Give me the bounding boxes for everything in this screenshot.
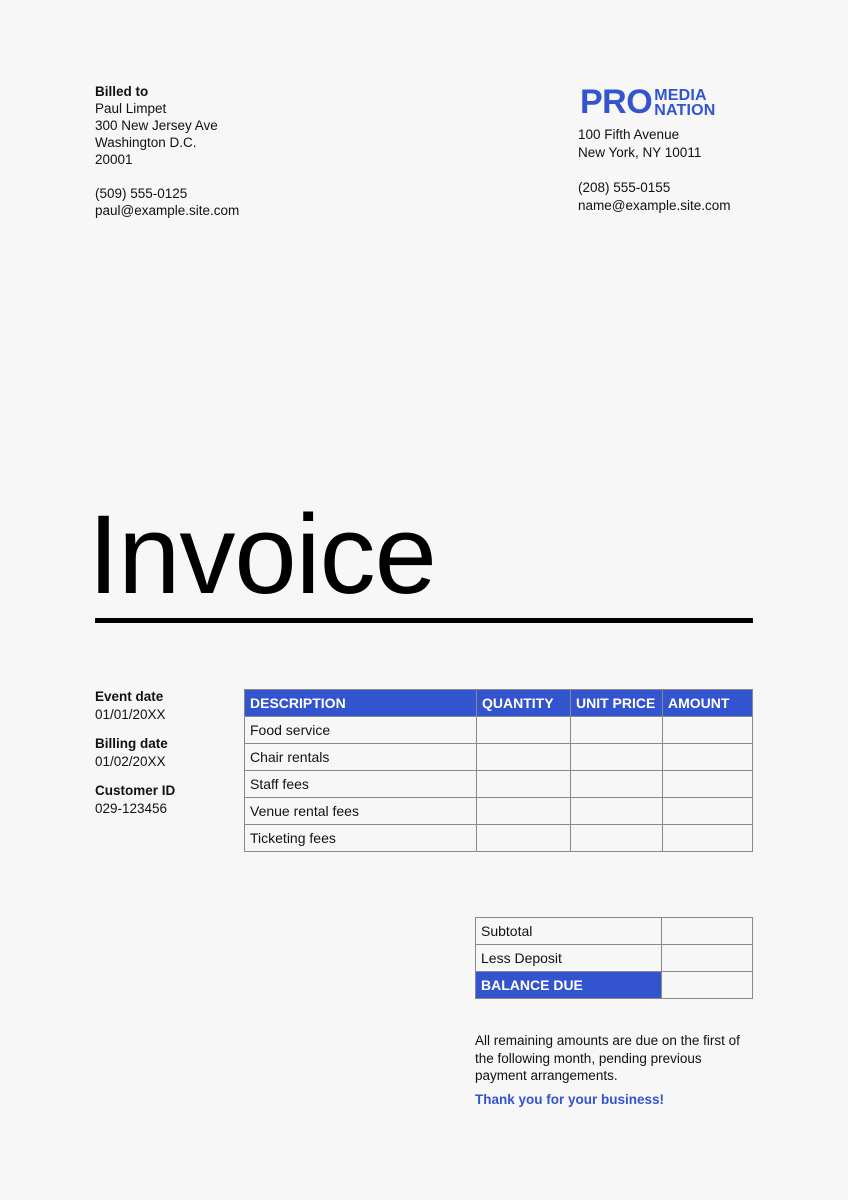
cell-quantity: [477, 744, 571, 771]
customer-id-label: Customer ID: [95, 783, 176, 798]
balance-due-value: [662, 972, 753, 999]
subtotal-row: [476, 918, 753, 945]
page-title: Invoice: [88, 492, 436, 617]
table-row: [245, 798, 753, 825]
deposit-value: [662, 945, 753, 972]
company-email: name@example.site.com: [578, 198, 731, 213]
subtotal-value: [662, 918, 753, 945]
cell-quantity: [477, 798, 571, 825]
logo-sub-text: [654, 88, 715, 118]
customer-id-value: 029-123456: [95, 801, 168, 816]
customer-id-block: [95, 782, 175, 818]
customer-zip: 20001: [95, 152, 133, 167]
totals-table: [475, 917, 753, 999]
deposit-label: Less Deposit: [476, 945, 662, 972]
table-header-row: [245, 690, 753, 717]
cell-description: Food service: [245, 717, 477, 744]
event-date-block: [95, 688, 175, 724]
balance-due-row: [476, 972, 753, 999]
event-date-label: Event date: [95, 689, 164, 704]
header-description: DESCRIPTION: [245, 690, 477, 717]
logo-main-text: PRO: [580, 83, 653, 121]
company-address-line1: 100 Fifth Avenue: [578, 127, 680, 142]
title-divider: [95, 618, 753, 623]
line-items-table: [244, 689, 753, 852]
cell-amount: [663, 717, 753, 744]
table-row: [245, 744, 753, 771]
event-date-value: 01/01/20XX: [95, 707, 166, 722]
company-block: [578, 83, 731, 215]
header-quantity: QUANTITY: [477, 690, 571, 717]
customer-email: paul@example.site.com: [95, 203, 240, 218]
cell-description: Chair rentals: [245, 744, 477, 771]
thank-you-message: Thank you for your business!: [475, 1092, 665, 1107]
balance-due-label: BALANCE DUE: [476, 972, 662, 999]
logo-line1: MEDIA: [654, 87, 707, 104]
cell-description: Ticketing fees: [245, 825, 477, 852]
cell-amount: [663, 825, 753, 852]
billed-to-label: Billed to: [95, 84, 149, 99]
company-address-line2: New York, NY 10011: [578, 145, 702, 160]
cell-amount: [663, 771, 753, 798]
cell-unit-price: [571, 771, 663, 798]
subtotal-label: Subtotal: [476, 918, 662, 945]
customer-name: Paul Limpet: [95, 101, 167, 116]
company-logo: [580, 83, 731, 121]
billing-date-value: 01/02/20XX: [95, 754, 166, 769]
cell-unit-price: [571, 798, 663, 825]
header-amount: AMOUNT: [663, 690, 753, 717]
cell-description: Venue rental fees: [245, 798, 477, 825]
table-row: [245, 771, 753, 798]
table-row: [245, 825, 753, 852]
cell-amount: [663, 798, 753, 825]
customer-address-line1: 300 New Jersey Ave: [95, 118, 218, 133]
company-phone: (208) 555-0155: [578, 180, 671, 195]
customer-phone: (509) 555-0125: [95, 186, 188, 201]
cell-quantity: [477, 825, 571, 852]
payment-note: All remaining amounts are due on the first of the following month, pending previous payment arrangements.: [475, 1033, 740, 1083]
cell-unit-price: [571, 825, 663, 852]
billing-date-label: Billing date: [95, 736, 168, 751]
cell-quantity: [477, 771, 571, 798]
cell-amount: [663, 744, 753, 771]
customer-address-line2: Washington D.C.: [95, 135, 197, 150]
billed-to-block: [95, 83, 239, 219]
table-row: [245, 717, 753, 744]
cell-description: Staff fees: [245, 771, 477, 798]
cell-unit-price: [571, 717, 663, 744]
cell-quantity: [477, 717, 571, 744]
billing-date-block: [95, 735, 175, 771]
logo-line2: NATION: [654, 102, 716, 119]
cell-unit-price: [571, 744, 663, 771]
deposit-row: [476, 945, 753, 972]
invoice-meta: [95, 688, 175, 829]
header-unit-price: UNIT PRICE: [571, 690, 663, 717]
